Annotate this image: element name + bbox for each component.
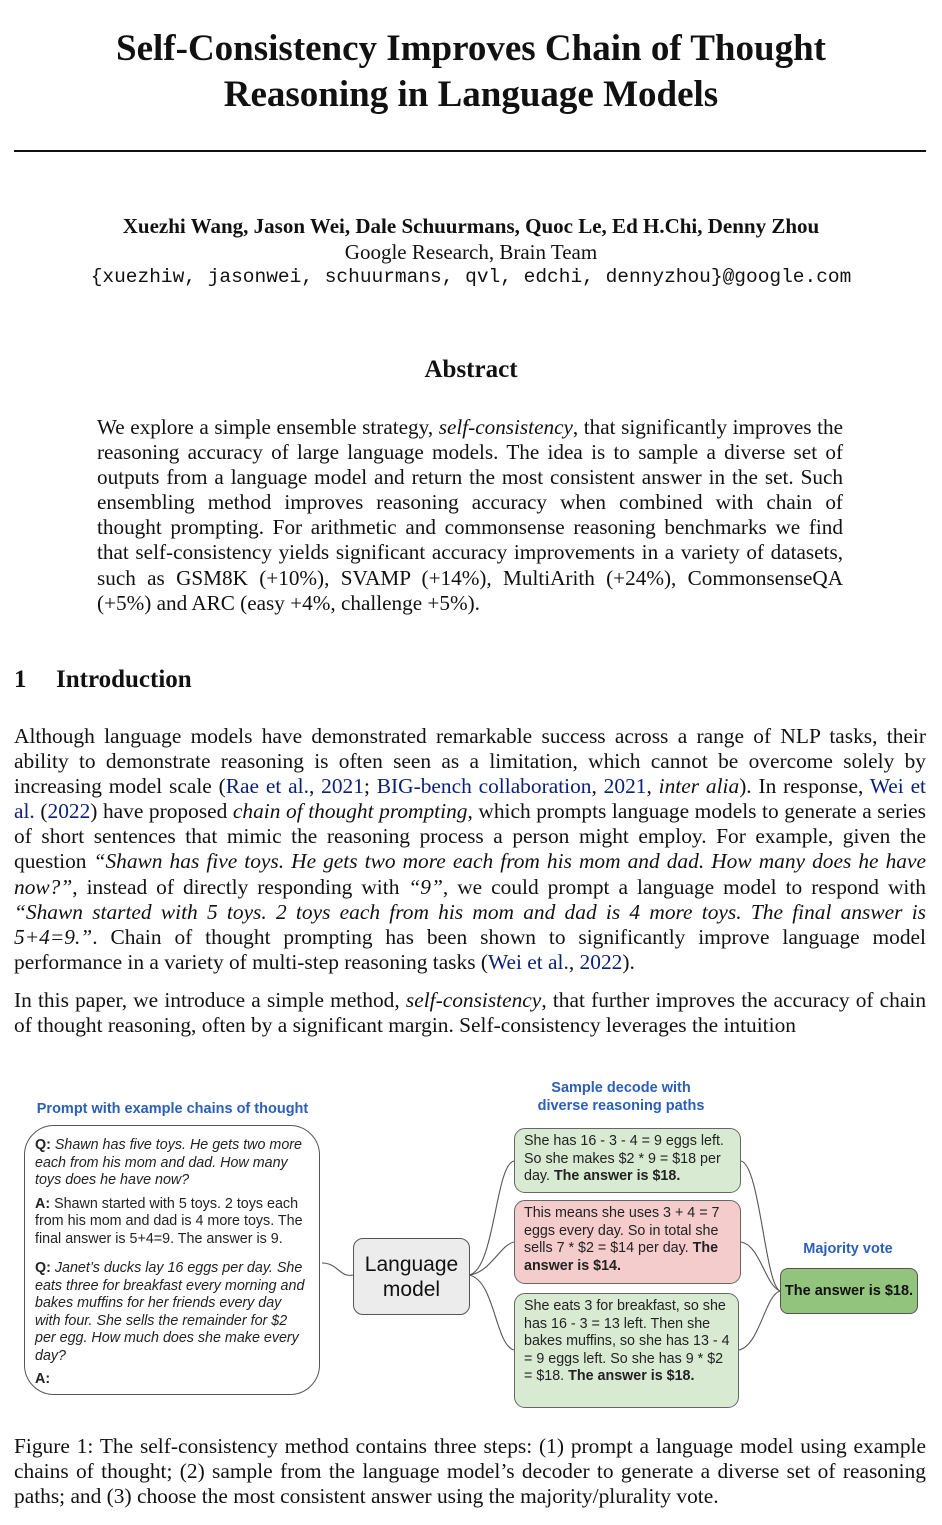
connector-path-1-to-vote <box>741 1161 780 1291</box>
intro-paragraph-2 <box>14 988 926 1038</box>
affiliation: Google Research, Brain Team <box>344 239 598 264</box>
text: , which prompts language models to generate a series of short sentences that mimic the reasoning process a person might employ. For example, given the question <box>14 799 926 874</box>
author-names: Xuezhi Wang, Jason Wei, Dale Schuurmans, Quoc Le, Ed H.Chi, Denny Zhou <box>122 214 820 238</box>
text: , <box>591 774 604 799</box>
section-heading-introduction <box>14 666 192 694</box>
text: ; <box>363 774 377 799</box>
text: , <box>646 774 659 799</box>
citation-link[interactable]: Rae et al. <box>225 774 309 799</box>
author-emails: {xuezhiw, jasonwei, schuurmans, qvl, edchi, dennyzhou}@google.com <box>90 266 852 288</box>
sample-label-line-2: diverse reasoning paths <box>537 1098 705 1114</box>
question-text: Shawn has five toys. He gets two more each from his mom and dad. How many toys does he have now? <box>35 1137 302 1188</box>
section-title: Introduction <box>56 666 192 693</box>
sample-label <box>520 1079 722 1115</box>
connector-model-to-path-1 <box>469 1161 514 1275</box>
section-number: 1 <box>14 666 27 693</box>
text: Although language models have demonstrated remarkable success across a range of NLP tasks, their ability to demonstrate reasoning is often seen as a limitation, which cannot be overcome solely by increasing model scale ( <box>14 724 926 799</box>
citation-link[interactable]: BIG-bench collaboration <box>376 774 592 799</box>
text: ( <box>34 799 48 824</box>
abstract-text <box>97 415 843 616</box>
paper-title <box>0 26 942 118</box>
path-answer: The answer is $14. <box>524 1240 719 1274</box>
intro-paragraph-1 <box>14 724 926 975</box>
text: We explore a simple ensemble strategy, <box>97 415 439 439</box>
reasoning-path-1 <box>514 1128 741 1193</box>
prompt-label: Prompt with example chains of thought <box>36 1101 309 1117</box>
figure-caption <box>14 1434 926 1509</box>
text: , <box>568 949 580 974</box>
citation-link[interactable]: Wei et al. <box>14 774 927 824</box>
text: ). <box>622 949 635 974</box>
model-label: Language model <box>364 1252 459 1301</box>
emphasis: “Shawn started with 5 toys. 2 toys each from his mom and dad is 4 more toys. The final answer is 5+4=9.” <box>14 899 926 949</box>
text: , <box>308 774 322 799</box>
sample-label-line-1: Sample decode with <box>551 1080 691 1096</box>
prompt-box <box>24 1125 320 1395</box>
majority-vote-label: Majority vote <box>803 1241 893 1257</box>
text: ). In response, <box>739 774 870 799</box>
final-answer-box: The answer is $18. <box>780 1268 918 1314</box>
connector-model-to-path-2 <box>469 1242 514 1275</box>
reasoning-path-2 <box>514 1200 741 1284</box>
citation-link[interactable]: 2021 <box>603 774 647 799</box>
q-label: Q: <box>35 1137 51 1153</box>
emphasis: “Shawn has five toys. He gets two more each from his mom and dad. How many does he have now?” <box>14 849 926 899</box>
emphasis: inter alia <box>658 774 740 799</box>
citation-link[interactable]: 2022 <box>579 949 623 974</box>
answer-text: Shawn started with 5 toys. 2 toys each from his mom and dad is 4 more toys. The final answer is 5+4=9. The answer is 9. <box>35 1195 303 1247</box>
connector-prompt-to-model <box>322 1263 353 1275</box>
text: . Chain of thought prompting has been shown to significantly improve language model performance in a variety of multi-step reasoning tasks ( <box>14 924 926 974</box>
path-text: This means she uses 3 + 4 = 7 eggs every day. So in total she sells 7 * $2 = $14 per day. <box>524 1205 720 1256</box>
author-block <box>0 214 942 291</box>
figure-1 <box>0 1070 942 1415</box>
connector-path-3-to-vote <box>739 1291 780 1350</box>
a-label: A: <box>35 1195 51 1212</box>
q-label: Q: <box>35 1260 51 1276</box>
emphasis: “9” <box>408 874 443 899</box>
title-line-2: Reasoning in Language Models <box>223 74 719 115</box>
path-answer: The answer is $18. <box>553 1168 681 1184</box>
citation-link[interactable]: 2021 <box>321 774 364 799</box>
language-model-box <box>353 1238 470 1315</box>
path-text: She eats 3 for breakfast, so she has 16 - 3 = 13 left. Then she bakes muffins, so she has 13 - 4 = 9 eggs left. So she has 9 * $2 = $18. <box>524 1298 730 1384</box>
emphasis: self-consistency <box>438 415 573 439</box>
a-label: A: <box>35 1371 51 1387</box>
citation-link[interactable]: Wei et al. <box>488 949 569 974</box>
path-answer: The answer is $18. <box>568 1368 695 1384</box>
reasoning-path-3 <box>514 1293 739 1408</box>
text: , we could prompt a language model to respond with <box>442 874 926 899</box>
question-text: Janet’s ducks lay 16 eggs per day. She eats three for breakfast every morning and bakes muffins for her friends every day with four. She sells the remainder for $2 per egg. How much does she make every day? <box>35 1260 305 1364</box>
text: , that significantly improves the reasoning accuracy of large language models. The idea is to sample a diverse set of outputs from a language model and return the most consistent answer in the set. Such ensembling method improves reasoning accuracy when combined with chain of thought prompting. For arithmetic and commonsense reasoning benchmarks we find that self-consistency yields significant accuracy improvements in a variety of datasets, such as GSM8K (+10%), SVAMP (+14%), MultiArith (+24%), CommonsenseQA (+5%) and ARC (easy +4%, challenge +5%). <box>97 415 843 615</box>
text: In this paper, we introduce a simple method, <box>14 988 406 1012</box>
citation-link[interactable]: 2022 <box>47 799 91 824</box>
title-rule <box>14 150 926 152</box>
connector-path-2-to-vote <box>741 1242 780 1291</box>
emphasis: self-consistency <box>405 988 542 1012</box>
text: ) have proposed <box>90 799 233 824</box>
title-line-1: Self-Consistency Improves Chain of Thought <box>116 28 826 69</box>
abstract-heading: Abstract <box>424 356 518 383</box>
connector-model-to-path-3 <box>469 1275 514 1350</box>
text: , that further improves the accuracy of chain of thought reasoning, often by a significant margin. Self-consistency leverages the intuition <box>14 988 927 1038</box>
text: , instead of directly responding with <box>72 874 409 899</box>
path-text: She has 16 - 3 - 4 = 9 eggs left. So she makes $2 * 9 = $18 per day. <box>524 1133 724 1184</box>
caption-text: The self-consistency method contains three steps: (1) prompt a language model using example chains of thought; (2) sample from the language model’s decoder to generate a diverse set of reasoning paths; and (3) choose the most consistent answer using the majority/plurality vote. <box>14 1434 926 1509</box>
emphasis: chain of thought prompting <box>232 799 468 824</box>
caption-label: Figure 1: <box>14 1434 94 1458</box>
